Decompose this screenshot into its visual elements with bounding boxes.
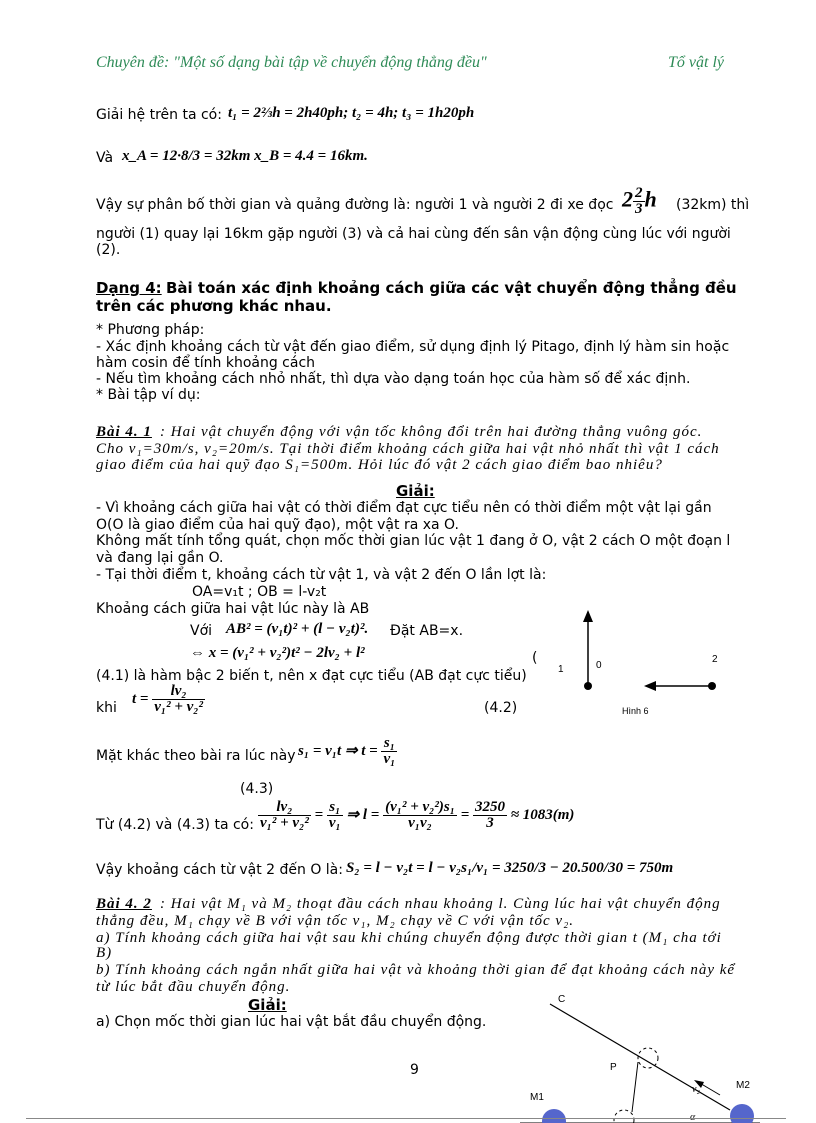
exercise-4-1-line3: giao điểm của hai quỹ đạo S₁=500m. Hỏi lúc đó vật 2 cách giao điểm bao nhiêu? bbox=[96, 457, 663, 473]
figure-7-label-alpha: α bbox=[690, 1112, 696, 1123]
figure-6-caption: Hình 6 bbox=[622, 706, 649, 716]
distribution-line2: người (1) quay lại 16km gặp người (3) và cả hai cùng đến sân vận động cùng lúc với người bbox=[96, 226, 731, 242]
conclusion-prefix: Vậy khoảng cách từ vật 2 đến O là: bbox=[96, 862, 343, 878]
header-department: Tổ vật lý bbox=[668, 54, 724, 71]
figure-7-diagram bbox=[520, 990, 816, 1123]
solution-1-title: Giải: bbox=[396, 482, 435, 500]
equation-tag-4-3: (4.3) bbox=[240, 781, 274, 797]
figure-7-connector bbox=[632, 1062, 638, 1112]
figure-7-m2-circle bbox=[730, 1104, 754, 1123]
distribution-line3: (2). bbox=[96, 242, 121, 258]
solution-1-distances: OA=v₁t ; OB = l-v₂t bbox=[192, 584, 327, 600]
exercise-4-1-line1: : Hai vật chuyển động với vận tốc không đổi trên hai đường thẳng vuông góc. bbox=[160, 424, 703, 440]
section-title-line2: trên các phương khác nhau. bbox=[96, 297, 332, 315]
l-formula: $\frac{\text{lv₂}}{\text{v₁² + v₂²}}$ = $\frac{\text{s₁}}{\text{v₁}}$ ⇒ l = $\frac{\text{(v₁² + v₂²)s₁}}{\text{v₁v₂}}$ = $\frac{3250}{3}$ ≈ 1083(m) bbox=[260, 799, 575, 831]
t-min-formula: t = $\frac{\text{lv₂}}{\text{v₁² + v₂²}}$ bbox=[132, 683, 204, 715]
figure-7-dashed-circle-lower bbox=[614, 1110, 634, 1123]
examples-heading: * Bài tập ví dụ: bbox=[96, 387, 201, 403]
figure-6-left-arrowhead bbox=[644, 681, 656, 691]
equation-tag-open: ( bbox=[532, 650, 538, 666]
exercise-4-2-line2: thẳng đều, M₁ chạy về B với vận tốc v₁, M₂ chạy về C với vận tốc v₂. bbox=[96, 913, 575, 929]
section-title-line1: Bài toán xác định khoảng cách giữa các vật chuyển động thẳng đều bbox=[166, 279, 737, 297]
solution-1-line1: - Vì khoảng cách giữa hai vật có thời điểm đạt cực tiểu nên có thời điểm một vật lại gần bbox=[96, 500, 712, 516]
solve-times-equation: t₁ = 2⅔h = 2h40ph; t₂ = 4h; t₃ = 1h20ph bbox=[228, 105, 475, 121]
positions-equation: x_A = 12·8/3 = 32km x_B = 4.4 = 16km. bbox=[122, 148, 368, 164]
equation-tag-4-2: (4.2) bbox=[484, 700, 518, 716]
distribution-line1: Vậy sự phân bố thời gian và quảng đường là: người 1 và người 2 đi xe đọc bbox=[96, 197, 614, 213]
method-line1: - Xác định khoảng cách từ vật đến giao điểm, sử dụng định lý Pitago, định lý hàm sin hoặc bbox=[96, 339, 730, 355]
footer-rule bbox=[26, 1118, 786, 1119]
figure-7-label-c: C bbox=[558, 994, 566, 1005]
solution-2-line1: a) Chọn mốc thời gian lúc hai vật bắt đầu chuyển động. bbox=[96, 1014, 487, 1030]
figure-6-label-1: 1 bbox=[558, 664, 564, 675]
figure-6-point-2 bbox=[708, 682, 716, 690]
figure-7-label-m1: M1 bbox=[530, 1092, 544, 1103]
method-heading: * Phương pháp: bbox=[96, 322, 205, 338]
solve-prefix: Giải hệ trên ta có: bbox=[96, 107, 222, 123]
ab-squared-equation: AB² = (v₁t)² + (l − v₂t)². bbox=[226, 621, 369, 637]
section-label: Dạng 4: bbox=[96, 279, 162, 297]
when-prefix: khi bbox=[96, 700, 117, 716]
method-line2: hàm cosin để tính khoảng cách bbox=[96, 355, 316, 371]
figure-7-label-m2: M2 bbox=[736, 1080, 750, 1091]
method-line3: - Nếu tìm khoảng cách nhỏ nhất, thì dựa vào dạng toán học của hàm số để xác định. bbox=[96, 371, 691, 387]
s2-equation: S₂ = l − v₂t = l − v₂s₁/v₁ = 3250/3 − 20.500/30 = 750m bbox=[346, 860, 674, 876]
exercise-4-2-line4: B) bbox=[96, 945, 113, 961]
solution-1-line5: - Tại thời điểm t, khoảng cách từ vật 1, và vật 2 đến O lần lợt là: bbox=[96, 567, 547, 583]
solution-1-line7: Khoảng cách giữa hai vật lúc này là AB bbox=[96, 601, 370, 617]
figure-7-m1-circle bbox=[542, 1109, 566, 1123]
exercise-4-1-line2: Cho v₁=30m/s, v₂=20m/s. Tại thời điểm khoảng cách giữa hai vật nhỏ nhất thì vật 1 cách bbox=[96, 441, 720, 457]
and-prefix: Và bbox=[96, 150, 114, 166]
page-number: 9 bbox=[410, 1062, 419, 1078]
figure-7-line-cm2 bbox=[550, 1004, 730, 1110]
solution-1-line2: O(O là giao điểm của hai quỹ đạo), một vật ra xa O. bbox=[96, 517, 459, 533]
solution-2-title: Giải: bbox=[248, 996, 287, 1014]
exercise-4-2-line1: : Hai vật M₁ và M₂ thoạt đầu cách nhau khoảng l. Cùng lúc hai vật chuyển động bbox=[160, 896, 721, 912]
figure-6-up-arrowhead bbox=[583, 610, 593, 622]
exercise-4-2-line3: a) Tính khoảng cách giữa hai vật sau khi chúng chuyển động được thời gian t (M₁ cha tới bbox=[96, 930, 722, 946]
s1-formula: s₁ = v₁t ⇒ t = $\frac{\text{s₁}}{\text{v₁}}$ bbox=[298, 735, 396, 767]
moreover-prefix: Mặt khác theo bài ra lúc này bbox=[96, 748, 296, 764]
figure-6-label-2: 2 bbox=[712, 654, 718, 665]
exercise-4-2-label: Bài 4. 2 bbox=[96, 896, 152, 912]
set-ab-x: Đặt AB=x. bbox=[390, 623, 464, 639]
figure-6-diagram bbox=[540, 600, 740, 720]
figure-6-label-0: 0 bbox=[596, 660, 602, 671]
exercise-4-1-label: Bài 4. 1 bbox=[96, 424, 152, 440]
solution-1-line10: (4.1) là hàm bậc 2 biến t, nên x đạt cực tiểu (AB đạt cực tiểu) bbox=[96, 668, 527, 684]
header-topic: Chuyên đề: "Một số dạng bài tập về chuyển động thẳng đều" bbox=[96, 54, 487, 71]
with-prefix: Với bbox=[190, 623, 213, 639]
two-thirds-hour-fraction: 2 $\frac{2}{3}$ h bbox=[622, 185, 657, 217]
figure-6-point-o bbox=[584, 682, 592, 690]
from-prefix: Từ (4.2) và (4.3) ta có: bbox=[96, 817, 254, 833]
figure-7-label-p: P bbox=[610, 1062, 617, 1073]
exercise-4-2-line6: từ lúc bắt đầu chuyển động. bbox=[96, 979, 291, 995]
distribution-line1-end: (32km) thì bbox=[676, 197, 750, 213]
solution-1-line3: Không mất tính tổng quát, chọn mốc thời gian lúc vật 1 đang ở O, vật 2 cách O một đoạn l bbox=[96, 533, 731, 549]
solution-1-line4: và đang lại gần O. bbox=[96, 550, 224, 566]
x-equation: ⇔ x = (v₁² + v₂²)t² − 2lv₂ + l² bbox=[190, 645, 365, 661]
figure-7-label-v2: v₂ bbox=[692, 1084, 700, 1095]
exercise-4-2-line5: b) Tính khoảng cách ngắn nhất giữa hai vật và khoảng thời gian để đạt khoảng cách này kể bbox=[96, 962, 736, 978]
